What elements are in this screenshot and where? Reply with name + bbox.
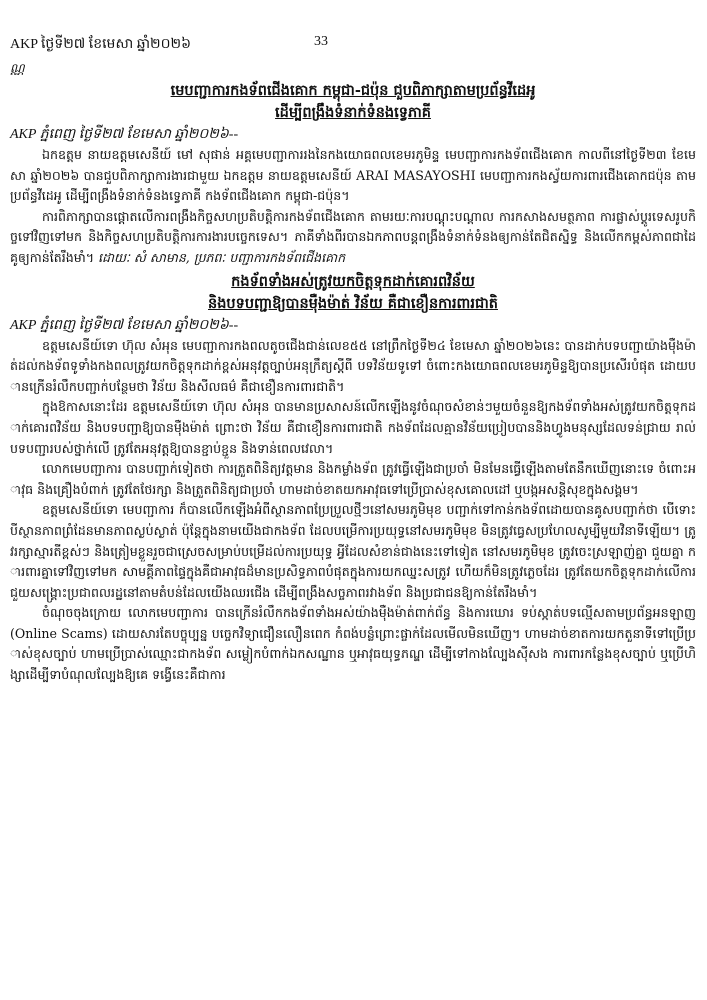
page-number: 33	[314, 34, 328, 49]
article-dateline: AKP ភ្នំពេញ ថ្ងៃទី២៧ ខែមេសា ឆ្នាំ២០២៦--	[10, 317, 239, 333]
article-byline: ដោយៈ សំ សាមាន, ប្រភពៈ បញ្ជាការកងទ័ពជើងគោក	[98, 249, 346, 265]
article-paragraph: ឯកឧត្តម នាយឧត្តមសេនីយ៍ មៅ សុផាន់ អគ្គមេបញ្ជាការរងនៃកងយោធពលខេមរភូមិន្ទ មេបញ្ជាការកងទ័ពជើងគោក កាលពីនៅថ្ងៃទី២៣ ខែមេសា ឆ្នាំ២០២៦ បានជួបពិភាក្សាការងារជាមួយ ឯកឧត្តម នាយឧត្តមសេនីយ៍ ARAI MASAYOSHI មេបញ្ជាការកងស្វ័យការពារជើងគោកជប៉ុន តាមប្រព័ន្ធវីដេអូ ដើម្បីពង្រឹងទំនាក់ទំនងទ្វេភាគី កងទ័ពជើងគោក កម្ពុជា-ជប៉ុន។	[10, 147, 696, 204]
page-header	[10, 34, 697, 56]
article-paragraph: ចំណុចចុងក្រោយ លោកមេបញ្ជាការ បានក្រើនរំលឹកកងទ័ពទាំងអស់យ៉ាងម៉ឺងម៉ាត់ពាក់ព័ន្ធ និងការឃោរ ទប់ស្កាត់បទល្មើសតាមប្រព័ន្ធអនឡាញ (Online Scams) ដោយសារតែបច្ចុប្បន្ន បច្ចេកវិទ្យាជឿនលឿនពេក កំពង់បន្លំព្រោះផ្ចាក់ដែលមើលមិនឃើញ។ ហាមដាច់ខាតការយកតួនាទីទៅប្រើប្រាស់ខុសច្បាប់ ហាមប្រើប្រាស់ឈ្មោះជាកងទ័ព សម្លៀកបំពាក់ឯកសណ្ឋាន ឬអាវុធយុទ្ធភណ្ឌ ដើម្បីទៅកាងល្បែងស៊ីសង ការពារកន្លែងខុសច្បាប់ ឬប្រើហិង្សាដើម្បីទាបំណុលល្បែងឱ្យគេ ទង្វើនេះគឺជាការ	[10, 605, 696, 683]
article-paragraph: ឧត្តមសេនីយ៍ទោ ហ៊ុល សំអុន មេបញ្ជាការកងពលតូចជើងជាន់លេខ៥៥ នៅព្រឹកថ្ងៃទី២៤ ខែមេសា ឆ្នាំ២០២៦នេះ បានដាក់បទបញ្ជាយ៉ាងម៉ឺងម៉ាត់ដល់កងទ័ពទូទាំងកងពលត្រូវយកចិត្តទុកដាក់ខ្ពស់អនុវត្តច្បាប់អនុក្រឹត្យស្ដីពី បទវិន័យទូទៅ ចំពោះកងយោធពលខេមរភូមិន្ទឱ្យបានប្រសើរបំផុត ដោយបានក្រើនរំលឹកបញ្ជាក់បន្ថែមថា វិន័យ និងសីលធម៌ គឺជាខឿនការពារជាតិ។	[10, 337, 696, 394]
header-mark: ណ្ណ	[10, 61, 25, 75]
article-title-line: កងទ័ពទាំងអស់ត្រូវយកចិត្តទុកដាក់គោរពវិន័យ	[231, 272, 475, 290]
article-paragraph	[10, 207, 696, 269]
article-paragraph: ក្នុងឱកាសនោះដែរ ឧត្តមសេនីយ៍ទោ ហ៊ុល សំអុន បានមានប្រសាសន៍លើកឡើងនូវចំណុចសំខាន់ៗមួយចំនួនឱ្យកងទ័ពទាំងអស់ត្រូវយកចិត្តទុកដាក់គោរពវិន័យ និងបទបញ្ជាឱ្យបានម៉ឺងម៉ាត់ ព្រោះថា វិន័យ គឺជាខឿនការពារជាតិ កងទ័ពដែលគ្មានវិន័យប្រៀបបាននិងហ្វូងមនុស្សដែលទន់ជ្រាយ រាល់បទបញ្ជារបស់ថ្នាក់លើ ត្រូវតែអនុវត្តឱ្យបានខ្ជាប់ខ្ជួន និងទាន់ពេលវេលា។	[10, 399, 696, 456]
article-title-line: ដើម្បីពង្រឹងទំនាក់ទំនងទ្វេភាគី	[275, 104, 431, 121]
paragraph-text: ការពិភាក្សាបានផ្ដោតលើការពង្រឹងកិច្ចសហប្រតិបត្តិការកងទ័ពជើងគោក តាមរយៈការបណ្តុះបណ្តាល ការកសាងសមត្ថភាព ការផ្លាស់ប្ដូរទេសរូបកិច្ចទៅវិញទៅមក និងកិច្ចសហប្រតិបត្តិការការងារបច្ចេកទេស។ ភាគីទាំងពីរបានឯកភាពបន្តពង្រឹងទំនាក់ទំនងឲ្យកាន់តែជិតស្និទ្ធ និងលើកកម្ពស់ភាពជាដៃគូឲ្យកាន់តែរឹងមាំ។	[10, 208, 696, 265]
source-date: AKP ថ្ងៃទី២៧ ខែមេសា ឆ្នាំ២០២៦	[10, 37, 192, 52]
article	[10, 271, 696, 686]
document-body	[10, 80, 696, 686]
article-title-line: មេបញ្ជាការកងទ័ពជើងគោក កម្ពុជា-ជប៉ុន ជួបពិភាក្សាតាមប្រព័ន្ធវីដេអូ	[170, 82, 536, 99]
article-paragraph: ឧត្តមសេនីយ៍ទោ មេបញ្ជាការ ក៏បានលើកឡើងអំពីស្ថានភាពប្រែប្រួលថ្មីៗនៅសមរភូមិមុខ បញ្ជាក់ទៅកាន់កងទ័ពដោយបានគូសបញ្ជាក់ថា បើទោះបីស្ថានភាពព្រំដែនមានភាពស្ងប់ស្ងាត់ ប៉ុន្តែក្នុងនាមយើងជាកងទ័ព ដែលបម្រើការប្រយុទ្ធនៅសមរភូមិមុខ មិនត្រូវធ្វេសប្រហែលសូម្បីមួយវិនាទីឡើយ។ ត្រូវរក្សាស្មារតីខ្ពស់ៗ និងត្រៀមខ្លួនរួចជាស្រេចសម្រាប់បម្រើដល់ការប្រយុទ្ធ អ្វីដែលសំខាន់ជាងនេះទៅទៀត នៅសមរភូមិមុខ ត្រូវចេះស្រឡាញ់គ្នា ជួយគ្នា ការពារគ្នាទៅវិញទៅមក សាមគ្គីភាពផ្ទៃក្នុងគឺជាអាវុធដ៏មានប្រសិទ្ធភាពបំផុតក្នុងការយកឈ្នះសត្រូវ ហើយក៏មិនត្រូវភ្លេចដែរ ត្រូវតែយកចិត្តទុកដាក់លើការជួយសង្គ្រោះប្រជាពលរដ្ឋនៅតាមតំបន់ដែលយើងឈរជើង ដើម្បីពង្រឹងសច្ចភាពរវាងទ័ព និងប្រជាជនឱ្យកាន់តែរឹងមាំ។	[10, 502, 696, 600]
article-dateline: AKP ភ្នំពេញ ថ្ងៃទី២៧ ខែមេសា ឆ្នាំ២០២៦--	[10, 127, 239, 142]
article-paragraph: លោកមេបញ្ជាការ បានបញ្ជាក់ទៀតថា ការត្រួតពិនិត្យវត្តមាន និងកម្លាំងទ័ព ត្រូវធ្វើឡើងជាប្រចាំ មិនមែនធ្វើឡើងតាមតែនឹកឃើញនោះទេ ចំពោះអាវុធ និងគ្រឿងបំពាក់ ត្រូវតែថែរក្សា និងត្រួតពិនិត្យជាប្រចាំ ហាមដាច់ខាតយកអាវុធទៅប្រើប្រាស់ខុសគោលដៅ ឬបង្កអសន្តិសុខក្នុងសង្គម។	[10, 461, 696, 497]
article	[10, 80, 696, 269]
article-title-line: និងបទបញ្ជាឱ្យបានម៉ឺងម៉ាត់ វិន័យ គឺជាខឿនការពារជាតិ	[208, 294, 498, 312]
